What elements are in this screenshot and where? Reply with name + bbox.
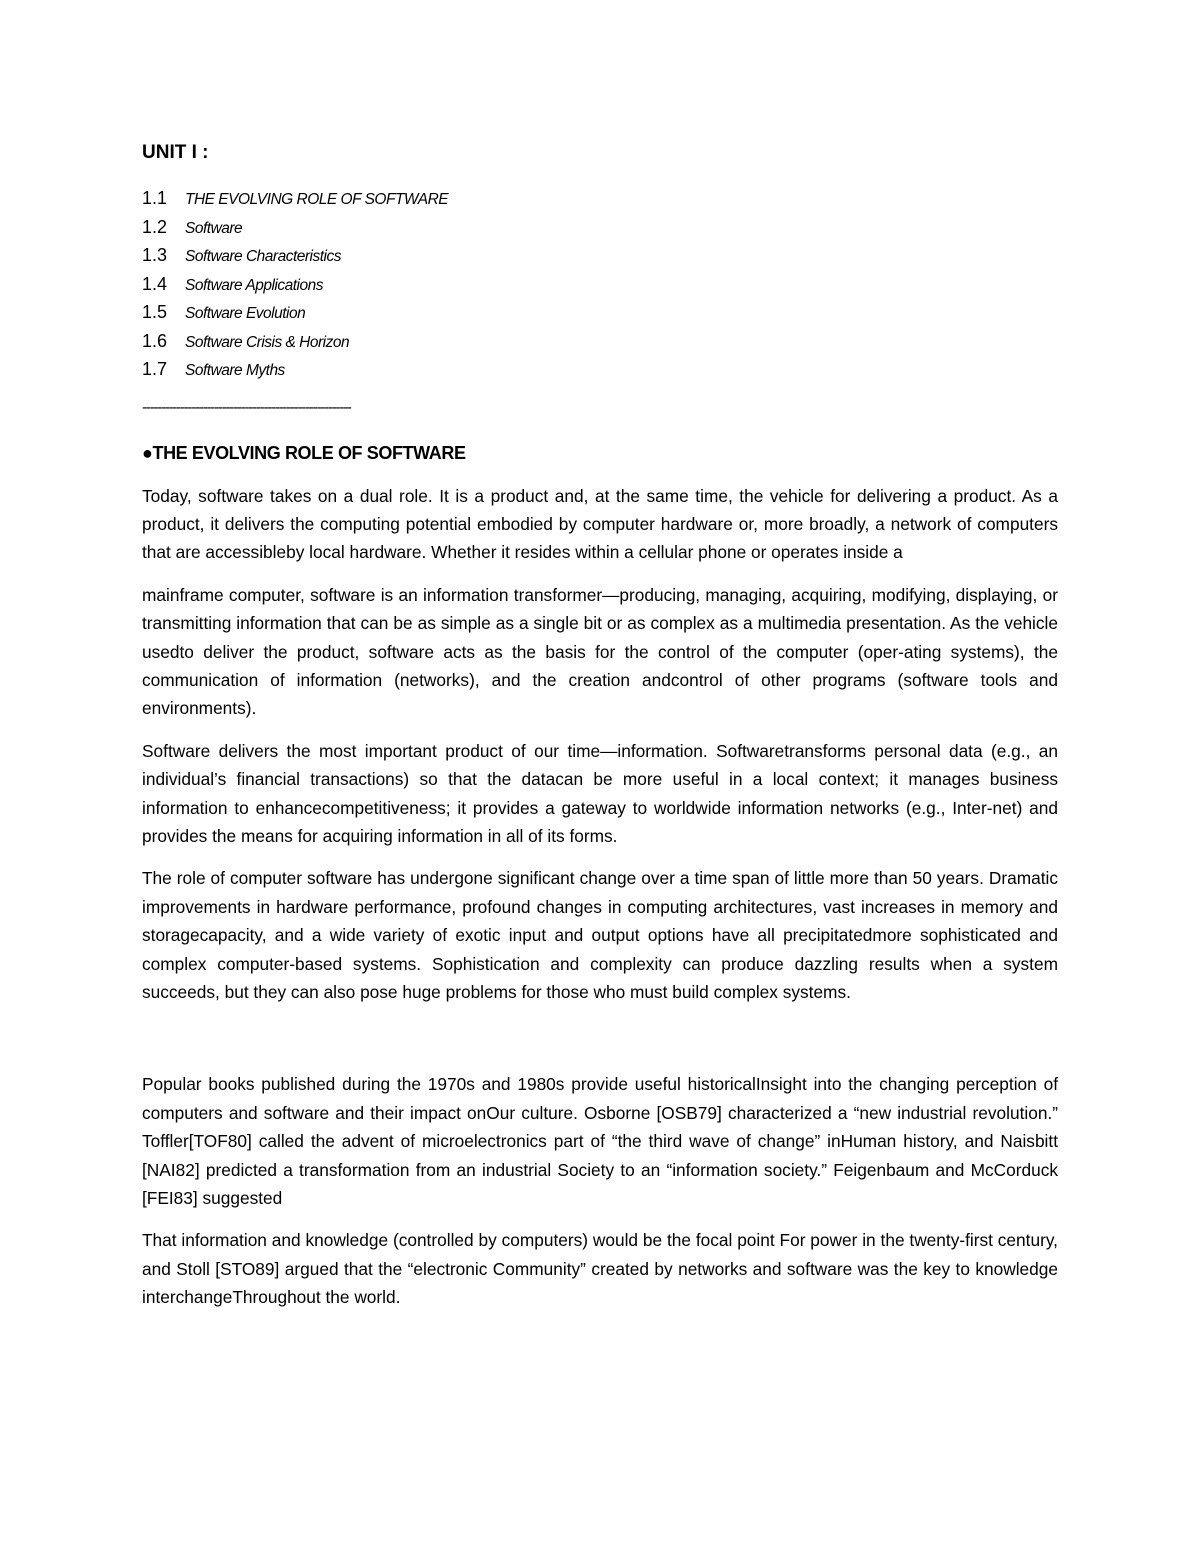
toc-label: Software — [185, 219, 243, 237]
toc-number: 1.2 — [142, 216, 168, 237]
body-paragraph: mainframe computer, software is an information transformer—producing, managing, acquiring, modifying, displaying, or transmitting information that can be as simple as a single bit or as complex as a multimedia presentation. As the vehicle usedto deliver the product, software acts as the basis for the control of the computer (oper-ating systems), the communication of information (networks), and the creation andcontrol of other programs (software tools and environments). — [142, 584, 1058, 719]
toc-number: 1.3 — [142, 245, 168, 265]
body-paragraph: Software delivers the most important product of our time—information. Softwaretransforms personal data (e.g., an individual’s financial transactions) so that the datacan be more useful in a local context; it manages business information to enhancecompetitiveness; it provides a gateway to worldwide information networks (e.g., Inter-net) and provides the means for acquiring information in all of its forms. — [142, 740, 1058, 846]
toc-item — [142, 241, 1058, 270]
body-paragraph: That information and knowledge (controlled by computers) would be the focal point For power in the twenty-first century, and Stoll [STO89] argued that the “electronic Community” created by networks and software was the key to knowledge interchangeThroughout the world. — [142, 1230, 1058, 1308]
toc-label: Software Crisis & Horizon — [185, 333, 350, 351]
unit-title: UNIT I : — [142, 142, 209, 163]
toc-item — [142, 355, 1058, 384]
toc-label: Software Evolution — [185, 305, 306, 322]
toc-number: 1.4 — [142, 273, 168, 294]
toc-number: 1.7 — [142, 359, 168, 379]
body-paragraph: Popular books published during the 1970s and 1980s provide useful historicalInsight into the changing perception of computers and software and their impact onOur culture. Osborne [OSB79] characterized a “new industrial revolution.” Toffler[TOF80] called the advent of microelectronics part of “the third wave of change” inHuman history, and Naisbitt [NAI82] predicted a transformation from an industrial Society to an “information society.” Feigenbaum and McCorduck [FEI83] suggested — [142, 1074, 1058, 1209]
toc-item — [142, 298, 1058, 327]
toc-label: THE EVOLVING ROLE OF SOFTWARE — [185, 191, 449, 208]
body-paragraph: The role of computer software has undergone significant change over a time span of little more than 50 years. Dramatic improvements in hardware performance, profound changes in computing architectures, vast increases in memory and storagecapacity, and a wide variety of exotic input and output options have all precipitatedmore sophisticated and complex computer-based systems. Sophistication and complexity can produce dazzling results when a system succeeds, but they can also pose huge problems for those who must build complex systems. — [142, 868, 1058, 1002]
section-heading: ●THE EVOLVING ROLE OF SOFTWARE — [142, 442, 466, 463]
body-paragraph: Today, software takes on a dual role. It is a product and, at the same time, the vehicle for delivering a product. As a product, it delivers the computing potential embodied by computer hardware or, more broadly, a network of computers that are accessibleby local hardware. Whether it resides within a cellular phone or operates inside a — [142, 485, 1058, 563]
toc-item — [142, 213, 1058, 242]
toc-item — [142, 184, 1058, 213]
toc-label: Software Myths — [185, 362, 285, 379]
document-page — [142, 140, 1058, 1326]
toc-item — [142, 327, 1058, 356]
toc-number: 1.6 — [142, 330, 168, 351]
toc-number: 1.1 — [142, 188, 168, 208]
toc-number: 1.5 — [142, 302, 168, 322]
toc-label: Software Applications — [185, 276, 323, 294]
toc-label: Software Characteristics — [185, 248, 341, 265]
toc-item — [142, 270, 1058, 299]
table-of-contents — [142, 184, 1058, 384]
dashed-divider: ------------------------------------------------------- — [142, 398, 351, 416]
